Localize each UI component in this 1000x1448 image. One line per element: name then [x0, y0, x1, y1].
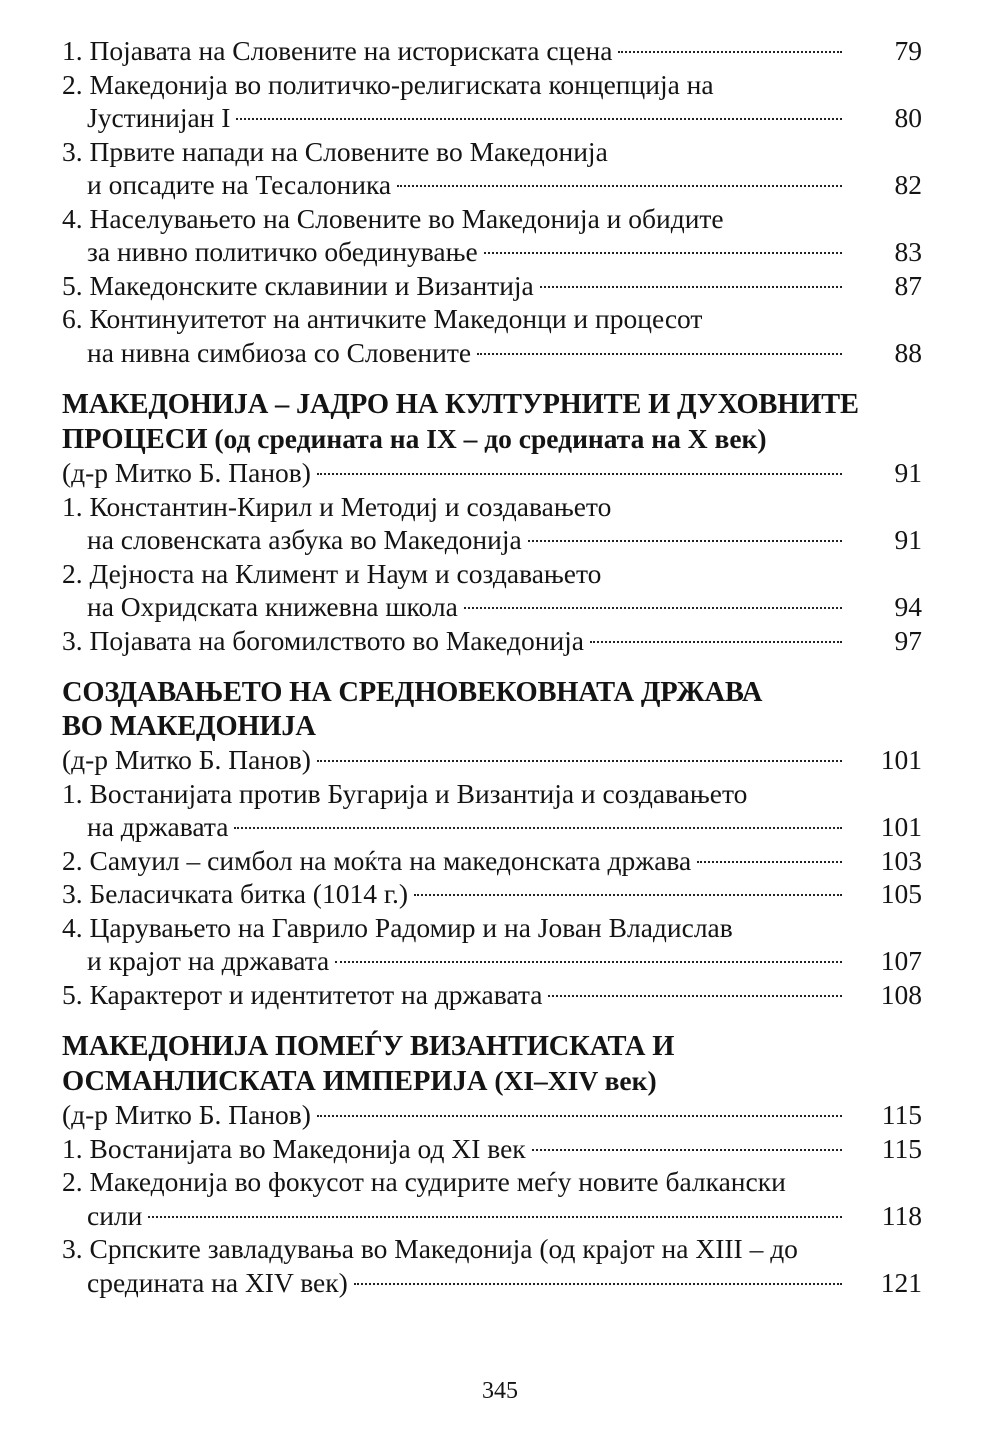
toc-entry[interactable]: 2. Македонија во фокусот на судирите меѓу новите балкански сили 118: [62, 1166, 922, 1231]
toc-entry[interactable]: 3. Српските завладувања во Македонија (од крајот на XIII – до средината на XIV век) 121: [62, 1233, 922, 1298]
section-author[interactable]: (д-р Митко Б. Панов) 101: [62, 744, 922, 775]
toc-entry[interactable]: 4. Населувањето на Словените во Македонија и обидите за нивно политичко обединување 83: [62, 202, 922, 267]
toc-entry[interactable]: 1. Востанијата во Македонија од XI век 115: [62, 1132, 922, 1164]
section-author[interactable]: (д-р Митко Б. Панов) 115: [62, 1099, 922, 1130]
toc-entry[interactable]: 1. Востанијата против Бугарија и Византија и создавањето на државата 101: [62, 777, 922, 842]
page-ref: 79: [894, 35, 922, 66]
section-title[interactable]: СОЗДАВАЊЕТО НА СРЕДНОВЕКОВНАТА ДРЖАВА: [62, 677, 763, 708]
page-ref: 97: [894, 624, 922, 656]
toc-entry[interactable]: 6. Континуитетот на античките Македонци и процесот на нивна симбиоза со Словените 88: [62, 303, 922, 368]
page-ref: 101: [880, 744, 922, 775]
table-of-contents: [62, 34, 922, 1299]
page-ref: 88: [894, 336, 922, 368]
page-number: 345: [482, 1378, 518, 1404]
page-ref: 80: [894, 102, 922, 133]
toc-entry[interactable]: 2. Дејноста на Климент и Наум и создавањето на Охридската книжевна школа 94: [62, 557, 922, 622]
page-ref: 83: [894, 236, 922, 267]
page-ref: 91: [894, 524, 922, 555]
toc-entry[interactable]: 2. Самуил – симбол на моќта на македонската држава 103: [62, 844, 922, 876]
section-title[interactable]: МАКЕДОНИЈА ПОМЕЃУ ВИЗАНТИСКАТА И: [62, 1031, 675, 1062]
section-title-cont[interactable]: ПРОЦЕСИ (од средината на IX – до средината на X век): [62, 422, 767, 455]
page-ref: 107: [880, 945, 922, 976]
toc-entry[interactable]: 5. Македонските склавинии и Византија 87: [62, 269, 922, 301]
page-ref: 115: [881, 1099, 922, 1130]
page-ref: 115: [881, 1132, 922, 1164]
section-author[interactable]: (д-р Митко Б. Панов) 91: [62, 457, 922, 488]
page-ref: 103: [880, 844, 922, 876]
section-title[interactable]: МАКЕДОНИЈА – ЈАДРО НА КУЛТУРНИТЕ И ДУХОВНИТЕ: [62, 389, 859, 420]
page-ref: 101: [880, 811, 922, 842]
toc-entry[interactable]: 1. Константин-Кирил и Методиј и создавањето на словенската азбука во Македонија 91: [62, 490, 922, 555]
toc-section: [62, 676, 922, 1011]
toc-entry[interactable]: 3. Првите напади на Словените во Македонија и опсадите на Тесалоника 82: [62, 135, 922, 200]
page-ref: 121: [880, 1266, 922, 1298]
page-ref: 87: [894, 269, 922, 301]
toc-entry[interactable]: 4. Царувањето на Гаврило Радомир и на Јован Владислав и крајот на државата 107: [62, 911, 922, 976]
page-ref: 118: [881, 1199, 922, 1231]
page-ref: 94: [894, 591, 922, 622]
toc-section: [62, 1030, 922, 1299]
toc-intro-block: [62, 34, 922, 369]
toc-entry[interactable]: 1. Појавата на Словените на историската сцена 79: [62, 35, 922, 66]
toc-entry[interactable]: 5. Карактерот и идентитетот на државата 108: [62, 978, 922, 1010]
toc-entry[interactable]: 3. Беласичката битка (1014 г.) 105: [62, 878, 922, 909]
section-title-cont[interactable]: ВО МАКЕДОНИЈА: [62, 710, 316, 742]
page-ref: 82: [894, 169, 922, 200]
page-ref: 108: [880, 978, 922, 1010]
section-title-cont[interactable]: ОСМАНЛИСКАТА ИМПЕРИЈА (XI–XIV век): [62, 1064, 657, 1097]
page-ref: 91: [894, 457, 922, 488]
toc-entry[interactable]: 2. Македонија во политичко-религиската концепција на Јустинијан I 80: [62, 68, 922, 133]
page-ref: 105: [880, 878, 922, 909]
toc-section: [62, 388, 922, 657]
toc-entry[interactable]: 3. Појавата на богомилството во Македонија 97: [62, 624, 922, 656]
